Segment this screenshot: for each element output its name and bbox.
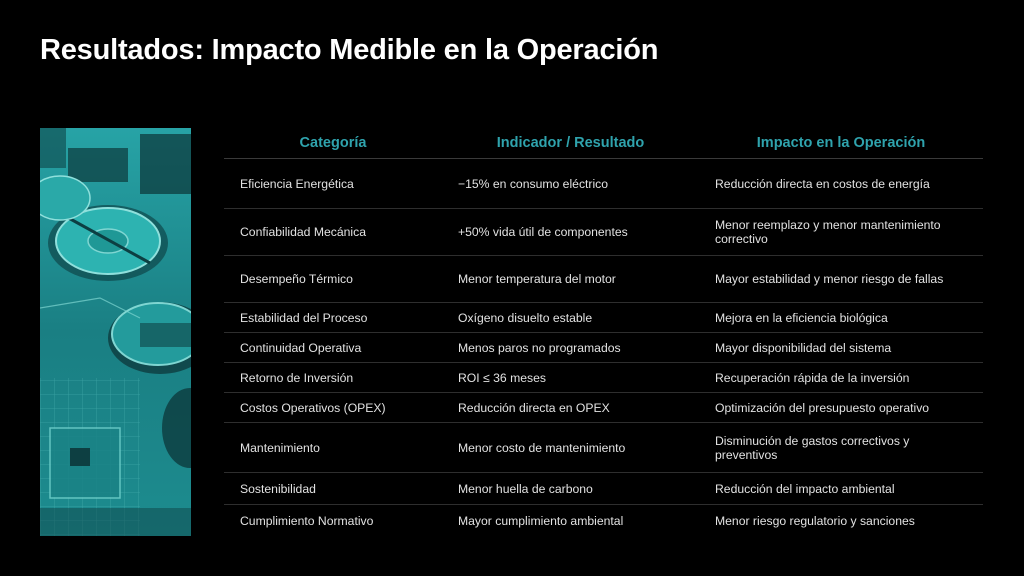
table-row — [224, 423, 983, 473]
table-row — [224, 209, 983, 256]
cell-category: Cumplimiento Normativo — [240, 513, 374, 528]
results-table — [224, 128, 983, 536]
cell-indicator: +50% vida útil de componentes — [442, 209, 699, 256]
table-row — [224, 473, 983, 505]
cell-category: Eficiencia Energética — [224, 159, 442, 209]
cell-indicator: Menos paros no programados — [442, 333, 699, 363]
header-impacto: Impacto en la Operación — [699, 128, 983, 159]
table-row — [224, 363, 983, 393]
cell-indicator: Menor costo de mantenimiento — [442, 423, 699, 473]
cell-category: Estabilidad del Proceso — [224, 303, 442, 333]
page-title: Resultados: Impacto Medible en la Operación — [40, 34, 659, 66]
cell-impact: Reducción del impacto ambiental — [699, 473, 983, 505]
cell-impact: Reducción directa en costos de energía — [699, 159, 983, 209]
cell-impact: Mejora en la eficiencia biológica — [699, 303, 983, 333]
cell-indicator: Menor huella de carbono — [442, 473, 699, 505]
cell-impact: Menor reemplazo y menor mantenimiento correctivo — [699, 209, 983, 256]
table-row — [224, 159, 983, 209]
cell-category: Continuidad Operativa — [224, 333, 442, 363]
cell-category: Confiabilidad Mecánica — [224, 209, 442, 256]
table-header-row — [224, 128, 983, 159]
cell-category: Desempeño Térmico — [224, 256, 442, 303]
cell-impact: Mayor estabilidad y menor riesgo de fallas — [699, 256, 983, 303]
cell-indicator: Reducción directa en OPEX — [442, 393, 699, 423]
table-row — [224, 333, 983, 363]
cell-indicator: Menor temperatura del motor — [442, 256, 699, 303]
header-indicador: Indicador / Resultado — [442, 128, 699, 159]
cell-category: Retorno de Inversión — [224, 363, 442, 393]
table-row — [224, 303, 983, 333]
table-row — [224, 505, 983, 537]
header-categoria: Categoría — [224, 128, 442, 159]
water-treatment-plant-photo — [40, 128, 191, 536]
cell-indicator: Oxígeno disuelto estable — [442, 303, 699, 333]
table-row — [224, 393, 983, 423]
cell-impact: Menor riesgo regulatorio y sanciones — [715, 513, 915, 528]
cell-impact: Mayor disponibilidad del sistema — [699, 333, 983, 363]
cell-impact: Optimización del presupuesto operativo — [699, 393, 983, 423]
cell-impact: Recuperación rápida de la inversión — [699, 363, 983, 393]
cell-indicator: Mayor cumplimiento ambiental — [458, 513, 624, 528]
cell-category: Mantenimiento — [224, 423, 442, 473]
cell-impact: Disminución de gastos correctivos y preventivos — [699, 423, 983, 473]
cell-category: Sostenibilidad — [224, 473, 442, 505]
table-row — [224, 256, 983, 303]
cell-indicator: −15% en consumo eléctrico — [442, 159, 699, 209]
cell-category: Costos Operativos (OPEX) — [224, 393, 442, 423]
cell-indicator: ROI ≤ 36 meses — [442, 363, 699, 393]
